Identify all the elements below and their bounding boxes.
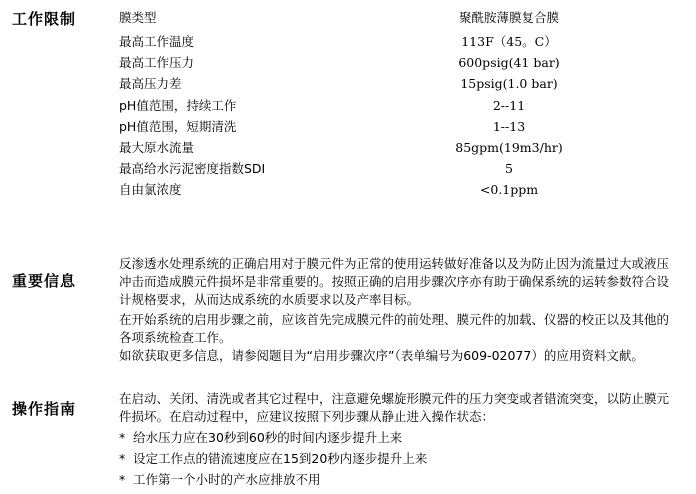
spec-value: 5 <box>505 161 513 176</box>
spec-row-free-chlorine <box>119 179 679 200</box>
spec-label: 自由氯浓度 <box>119 182 182 197</box>
spec-value: <0.1ppm <box>479 182 539 197</box>
spec-row-membrane-type <box>119 7 679 28</box>
bullet-marker: * <box>119 451 126 466</box>
bullet-marker: * <box>119 472 126 487</box>
spec-label: 最高压力差 <box>119 76 182 91</box>
paragraph-more-info: 如欲获取更多信息，请参阅题目为“启用步骤次序”（表单编号为609-02077）的应用资料文献。 <box>119 348 644 363</box>
paragraph-startup-importance: 反渗透水处理系统的正确启用对于膜元件为正常的使用运转做好准备以及为防止因为流量过大或液压冲击而造成膜元件损坏是非常重要的。按照正确的启用步骤次序亦有助于确保系统的运转参数符合设计规格要求，从而达成系统的水质要求以及产率目标。 <box>119 256 670 307</box>
spec-row-max-pressure <box>119 52 679 73</box>
list-item <box>119 450 681 468</box>
list-item <box>119 429 681 447</box>
spec-value: 聚酰胺薄膜复合膜 <box>458 10 559 25</box>
heading-operating-guide: 操作指南 <box>12 400 77 418</box>
spec-label: pH值范围，短期清洗 <box>119 119 237 134</box>
spec-row-max-temperature <box>119 31 679 52</box>
spec-row-max-pressure-drop <box>119 73 679 94</box>
spec-label: 最高给水污泥密度指数SDI <box>119 161 266 176</box>
spec-value: 15psig(1.0 bar) <box>460 76 558 91</box>
spec-row-max-feed-flow <box>119 137 679 158</box>
bullet-marker: * <box>119 430 126 445</box>
spec-value: 600psig(41 bar) <box>458 55 560 70</box>
spec-value: 1--13 <box>492 119 526 134</box>
spec-label: 最高工作温度 <box>119 34 195 49</box>
spec-value: 2--11 <box>492 98 526 113</box>
bullet-text: 工作第一个小时的产水应排放不用 <box>133 472 321 487</box>
list-item <box>119 471 681 489</box>
spec-label: pH值范围，持续工作 <box>119 98 237 113</box>
spec-label: 膜类型 <box>119 10 157 25</box>
spec-row-ph-continuous <box>119 95 679 116</box>
spec-label: 最大原水流量 <box>119 140 195 155</box>
spec-value: 113F（45。C） <box>461 34 557 49</box>
bullet-text: 给水压力应在30秒到60秒的时间内逐步提升上来 <box>133 430 403 445</box>
paragraph-pre-checks: 在开始系统的启用步骤之前，应该首先完成膜元件的前处理、膜元件的加载、仪器的校正以及其他的各项系统检查工作。 <box>119 312 670 345</box>
heading-operating-limits: 工作限制 <box>12 10 77 28</box>
spec-value: 85gpm(19m3/hr) <box>455 140 563 155</box>
spec-label: 最高工作压力 <box>119 55 195 70</box>
spec-row-ph-cleaning <box>119 116 679 137</box>
paragraph-guide-intro: 在启动、关闭、清洗或者其它过程中，注意避免螺旋形膜元件的压力突变或者错流突变，以防止膜元件损坏。在启动过程中，应建议按照下列步骤从静止进入操作状态： <box>119 391 670 424</box>
bullet-text: 设定工作点的错流速度应在15到20秒内逐步提升上来 <box>133 451 428 466</box>
heading-important-info: 重要信息 <box>12 272 77 290</box>
spec-row-max-sdi <box>119 158 679 179</box>
